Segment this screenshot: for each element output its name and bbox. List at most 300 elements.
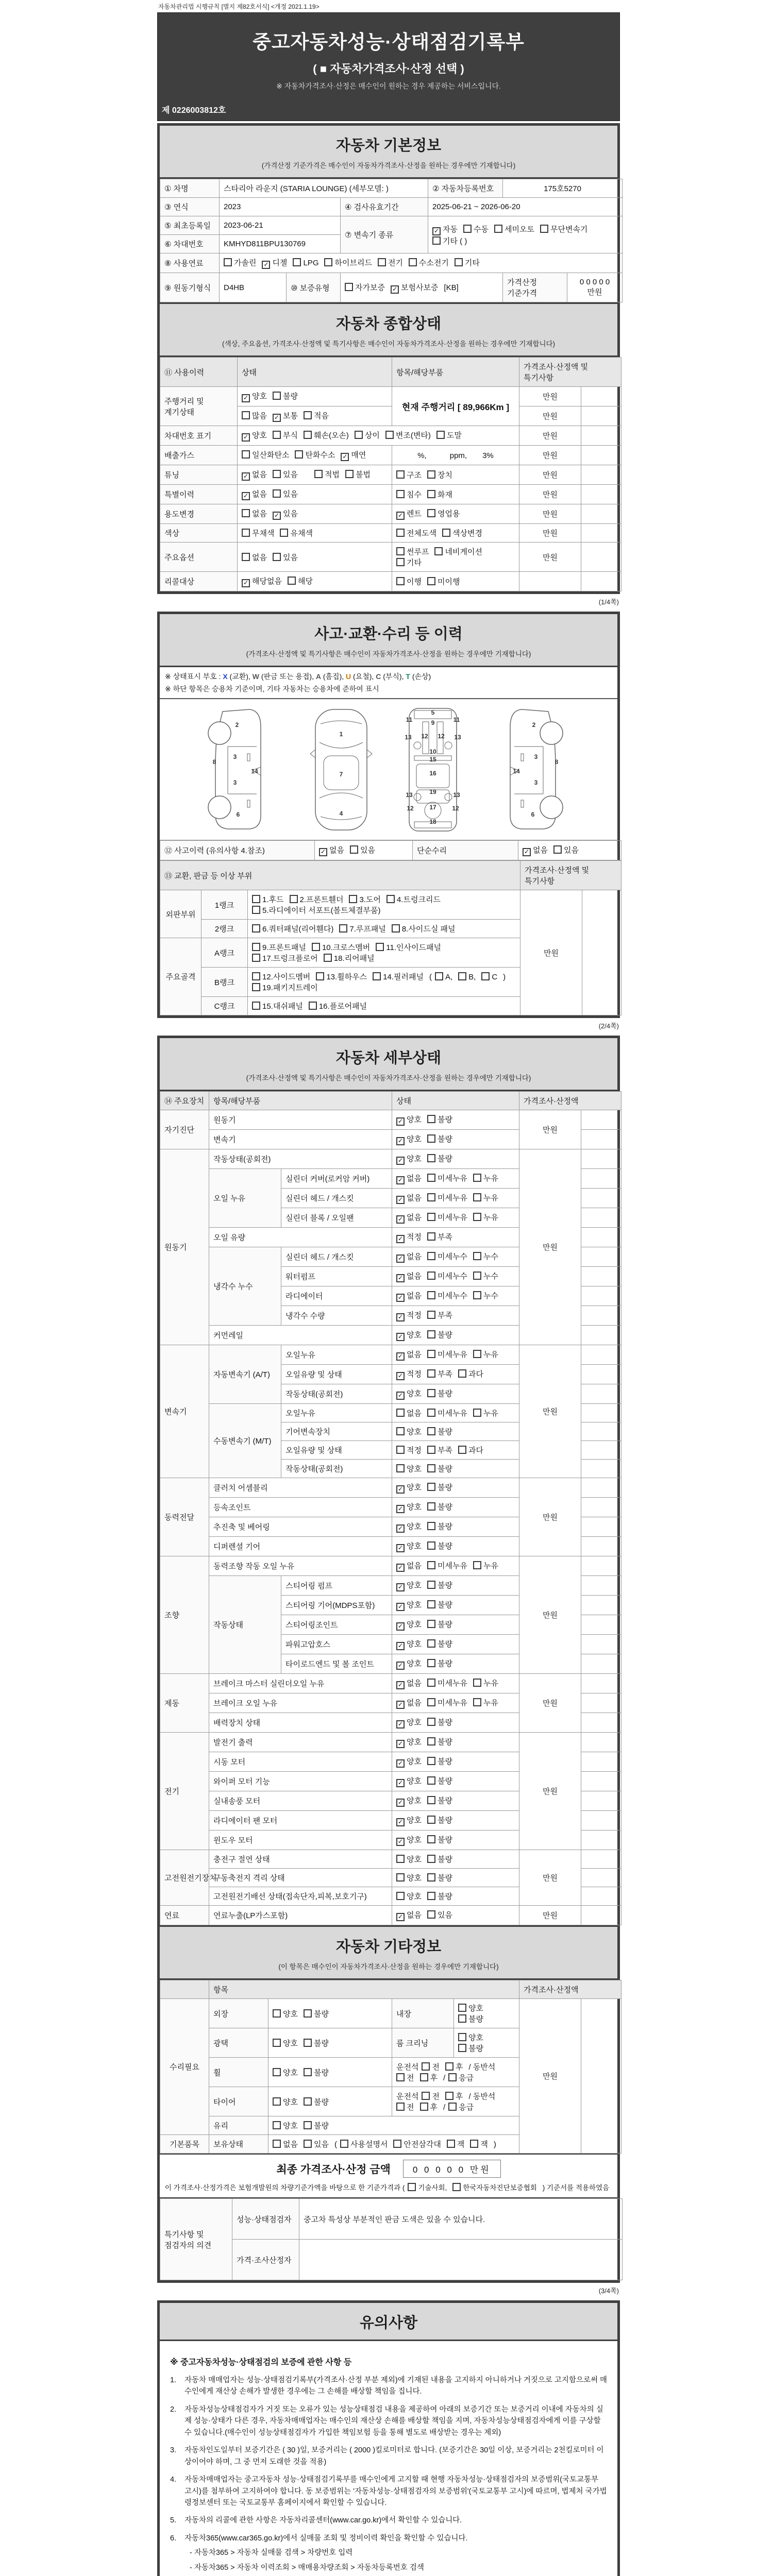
checkbox-있음[interactable] xyxy=(350,845,358,854)
odometer-status-item xyxy=(242,410,267,421)
checkbox-불량[interactable] xyxy=(304,2121,312,2129)
checkbox-미세누유[interactable] xyxy=(427,1193,435,1201)
checkbox-과다[interactable] xyxy=(458,1369,466,1378)
checkbox-label: 없음 xyxy=(407,1562,422,1570)
checkbox-보험사보증[interactable]: ✓ xyxy=(391,285,399,294)
checkbox-불량[interactable] xyxy=(427,1581,435,1589)
checkbox-label: 매연 xyxy=(351,451,366,460)
car-name-value: 스타리아 라운지 (STARIA LOUNGE) (세부모델: ) xyxy=(220,179,428,198)
checkbox-없음[interactable] xyxy=(273,2140,281,2148)
item-status-item xyxy=(396,1231,422,1243)
remarks-cell xyxy=(581,1365,621,1384)
checkbox-영업용[interactable] xyxy=(427,509,435,517)
checkbox-불량[interactable] xyxy=(458,2044,466,2052)
tuning-status-item xyxy=(273,469,298,480)
col-major-device: ⑭ 주요장치 xyxy=(160,1092,209,1110)
checkbox-없음[interactable]: ✓ xyxy=(242,492,250,500)
rank-items-B랭크 xyxy=(248,968,520,997)
checkbox-C[interactable] xyxy=(481,972,490,980)
checkbox-양호[interactable]: ✓ xyxy=(396,1720,405,1728)
checkbox-양호[interactable] xyxy=(396,1855,405,1863)
subgroup-자동변속기 (A/T): 자동변속기 (A/T) xyxy=(209,1345,281,1404)
checkbox-불량[interactable] xyxy=(427,1389,435,1397)
checkbox-없음[interactable]: ✓ xyxy=(396,1215,405,1224)
checkbox-15.대쉬패널[interactable] xyxy=(252,1002,260,1010)
checkbox-없음[interactable]: ✓ xyxy=(396,1681,405,1689)
tr xyxy=(160,1556,621,1576)
checkbox-없음[interactable]: ✓ xyxy=(396,1274,405,1282)
checkbox-색상변경[interactable] xyxy=(442,529,450,537)
accident-history-table xyxy=(160,840,617,860)
checkbox-양호[interactable]: ✓ xyxy=(396,1622,405,1631)
checkbox-미세누유[interactable] xyxy=(427,1213,435,1221)
price-cell: 만원 xyxy=(519,406,581,426)
checkbox-상이[interactable] xyxy=(355,431,363,439)
item-status-item xyxy=(396,1834,422,1846)
checkbox-응급[interactable] xyxy=(448,2073,457,2081)
view-top xyxy=(310,709,372,830)
checkbox-없음[interactable]: ✓ xyxy=(242,472,250,481)
page-mark-1: (1/4쪽) xyxy=(598,598,619,606)
checkbox-불량[interactable] xyxy=(427,1134,435,1143)
checkbox-전기[interactable] xyxy=(378,258,386,266)
tr xyxy=(160,504,621,524)
checkbox-기타[interactable] xyxy=(396,558,405,566)
checkbox-누수[interactable] xyxy=(473,1291,481,1299)
checkbox-없음[interactable]: ✓ xyxy=(396,1176,405,1184)
checkbox-불량[interactable] xyxy=(427,1464,435,1472)
detail-condition xyxy=(160,1091,621,1925)
item-status-item xyxy=(427,1133,452,1144)
checkbox-일산화탄소[interactable] xyxy=(242,450,250,459)
item-status-item xyxy=(396,1349,422,1361)
checkbox-누수[interactable] xyxy=(473,1272,481,1280)
checkbox-적법[interactable] xyxy=(314,470,323,478)
checkbox-불량[interactable] xyxy=(427,1620,435,1628)
checkbox-미세누수[interactable] xyxy=(427,1291,435,1299)
checkbox-양호[interactable] xyxy=(396,1464,405,1472)
checkbox-후[interactable] xyxy=(445,2092,453,2100)
usage-change-detail-item xyxy=(396,508,422,520)
checkbox-사용설명서[interactable] xyxy=(340,2140,348,2148)
checkbox-누수[interactable] xyxy=(473,1252,481,1260)
checkbox-없음[interactable]: ✓ xyxy=(396,1255,405,1263)
checkbox-A,[interactable] xyxy=(435,972,443,980)
device-연료: 연료 xyxy=(160,1906,209,1925)
checkbox-3.도어[interactable] xyxy=(349,895,357,903)
checkbox-label: 유채색 xyxy=(290,529,313,538)
rank-items-1랭크-item xyxy=(252,894,284,905)
checkbox-불량[interactable] xyxy=(427,1541,435,1550)
checkbox-매연[interactable]: ✓ xyxy=(341,453,349,461)
checkbox-있음[interactable] xyxy=(427,1910,435,1919)
checkbox-있음[interactable]: ✓ xyxy=(273,512,281,520)
checkbox-양호[interactable]: ✓ xyxy=(396,1137,405,1145)
checkbox-수소전기[interactable] xyxy=(409,258,417,266)
checkbox-없음[interactable]: ✓ xyxy=(396,1352,405,1361)
checkbox-많음[interactable] xyxy=(242,411,250,419)
final-price-strip xyxy=(160,2154,617,2181)
checkbox-양호[interactable] xyxy=(273,2121,281,2129)
checkbox-해당[interactable] xyxy=(288,577,296,585)
checkbox-양호[interactable]: ✓ xyxy=(396,1603,405,1611)
checkbox-양호[interactable] xyxy=(396,1873,405,1882)
checkbox-불량[interactable] xyxy=(427,1855,435,1863)
checkbox-양호[interactable] xyxy=(396,1892,405,1900)
transmission-options-item xyxy=(432,224,458,235)
checkbox-세미오토[interactable] xyxy=(494,225,502,233)
checkbox-불량[interactable] xyxy=(427,1115,435,1123)
remarks-cell xyxy=(581,1693,621,1713)
checkbox-미세누유[interactable] xyxy=(427,1350,435,1358)
checkbox-불량[interactable] xyxy=(427,1483,435,1491)
special-history-status-item xyxy=(273,488,298,499)
panel-number-5: 5 xyxy=(431,709,435,716)
checkbox-양호[interactable]: ✓ xyxy=(396,1759,405,1768)
item-status-item xyxy=(396,1270,422,1282)
checkbox-불량[interactable] xyxy=(458,2014,466,2023)
item-status xyxy=(392,1733,519,1752)
checkbox-미이행[interactable] xyxy=(427,577,435,585)
checkbox-있음[interactable] xyxy=(273,470,281,478)
checkbox-침수[interactable] xyxy=(396,490,405,498)
checkbox-없음[interactable]: ✓ xyxy=(319,848,327,856)
checkbox-전체도색[interactable] xyxy=(396,529,405,537)
checkbox-불량[interactable] xyxy=(427,1718,435,1726)
checkbox-불량[interactable] xyxy=(427,1757,435,1765)
checkbox-부족[interactable] xyxy=(427,1232,435,1241)
checkbox-후[interactable] xyxy=(445,2062,453,2071)
checkbox-불량[interactable] xyxy=(273,392,281,400)
checkbox-없음[interactable]: ✓ xyxy=(396,1294,405,1302)
checkbox-이행[interactable] xyxy=(396,577,405,585)
checkbox-적음[interactable] xyxy=(304,411,312,419)
price-cell: 만원 xyxy=(519,1674,581,1733)
checkbox-양호[interactable]: ✓ xyxy=(396,1392,405,1400)
checkbox-양호[interactable] xyxy=(396,1427,405,1435)
checkbox-없음[interactable]: ✓ xyxy=(396,1196,405,1204)
checkbox-불량[interactable] xyxy=(427,1873,435,1882)
checkbox-양호[interactable] xyxy=(273,2009,281,2018)
checkbox-불량[interactable] xyxy=(427,1737,435,1745)
checkbox-label: 18.리어패널 xyxy=(333,954,375,963)
checkbox-불량[interactable] xyxy=(427,1522,435,1530)
checkbox-양호[interactable]: ✓ xyxy=(396,1583,405,1591)
checkbox-미세누유[interactable] xyxy=(427,1698,435,1706)
checkbox-잭[interactable] xyxy=(470,2140,478,2148)
checkbox-전[interactable] xyxy=(422,2062,430,2071)
checkbox-label: 7.루프패널 xyxy=(349,925,386,934)
note-타이어-item xyxy=(396,2102,414,2112)
checkbox-불량[interactable] xyxy=(427,1776,435,1785)
checkbox-양호[interactable]: ✓ xyxy=(396,1117,405,1126)
checkbox-양호[interactable]: ✓ xyxy=(396,1799,405,1807)
checkbox-양호[interactable]: ✓ xyxy=(396,1505,405,1513)
checkbox-미세누유[interactable] xyxy=(427,1679,435,1687)
checkbox-불량[interactable] xyxy=(304,2039,312,2047)
item-status-item xyxy=(396,1153,422,1165)
item-status xyxy=(392,1384,519,1404)
checkbox-양호[interactable]: ✓ xyxy=(242,433,250,442)
options-status-item xyxy=(242,552,267,563)
checkbox-불량[interactable] xyxy=(427,1816,435,1824)
checkbox-label: 부족 xyxy=(438,1233,452,1242)
checkbox-화재[interactable] xyxy=(427,490,435,498)
checkbox-1.후드[interactable] xyxy=(252,895,260,903)
checkbox-누유[interactable] xyxy=(473,1679,481,1687)
checkbox-하이브리드[interactable] xyxy=(324,258,332,266)
checkbox-전[interactable] xyxy=(422,2092,430,2100)
checkbox-양호[interactable]: ✓ xyxy=(396,1662,405,1670)
item-status-item xyxy=(396,1756,422,1768)
checkbox-탄화수소[interactable] xyxy=(295,450,303,459)
checkbox-label: 양호 xyxy=(407,1483,422,1492)
accident-history-status xyxy=(315,841,413,860)
transmission-options xyxy=(428,216,623,253)
checkbox-양호[interactable] xyxy=(273,2097,281,2106)
checkbox-네비게이션[interactable] xyxy=(434,547,443,555)
damage-code-desc: (교환), xyxy=(227,672,253,681)
checkbox-불량[interactable] xyxy=(427,1600,435,1608)
checkbox-label: 양호 xyxy=(407,1115,422,1124)
checkbox-7.루프패널[interactable] xyxy=(339,924,347,933)
checkbox-있음[interactable] xyxy=(273,553,281,561)
checkbox-적정[interactable]: ✓ xyxy=(396,1313,405,1321)
checkbox-부족[interactable] xyxy=(427,1369,435,1378)
checkbox-양호[interactable]: ✓ xyxy=(242,394,250,402)
checkbox-잭[interactable] xyxy=(447,2140,455,2148)
checkbox-17.트렁크플로어[interactable] xyxy=(252,954,260,962)
item-status xyxy=(392,1404,519,1422)
item-label: 워터펌프 xyxy=(281,1267,392,1286)
checkbox-변조(변타)[interactable] xyxy=(385,431,394,439)
checkbox-누유[interactable] xyxy=(473,1350,481,1358)
checkbox-label: 양호 xyxy=(407,1797,422,1805)
checkbox-전[interactable] xyxy=(396,2073,405,2081)
checkbox-구조[interactable] xyxy=(396,470,405,479)
checkbox-없음[interactable] xyxy=(242,509,250,517)
checkbox-없음[interactable] xyxy=(242,553,250,561)
checkbox-양호[interactable] xyxy=(458,2004,466,2012)
checkbox-미세누유[interactable] xyxy=(427,1561,435,1569)
checkbox-적정[interactable] xyxy=(396,1446,405,1454)
checkbox-양호[interactable]: ✓ xyxy=(396,1157,405,1165)
checkbox-양호[interactable]: ✓ xyxy=(396,1740,405,1748)
checkbox-미세누유[interactable] xyxy=(427,1409,435,1417)
checkbox-불량[interactable] xyxy=(427,1154,435,1162)
item-label: 스티어링조인트 xyxy=(281,1615,392,1635)
checkbox-불량[interactable] xyxy=(304,2068,312,2076)
checkbox-label: 적정 xyxy=(407,1370,422,1379)
checkbox-있음[interactable] xyxy=(304,2140,312,2148)
checkbox-미세누수[interactable] xyxy=(427,1252,435,1260)
rank-items-B랭크-text: ) xyxy=(503,973,506,981)
legend-prefix: ※ 상태표시 부호 : xyxy=(165,672,223,681)
checkbox-렌트[interactable]: ✓ xyxy=(396,512,405,520)
checkbox-유채색[interactable] xyxy=(280,529,288,537)
checkbox-양호[interactable]: ✓ xyxy=(396,1779,405,1787)
checkbox-없음[interactable] xyxy=(396,1409,405,1417)
checkbox-label: 침수 xyxy=(407,490,422,499)
checkbox-부족[interactable] xyxy=(427,1446,435,1454)
holding-status-text: ( xyxy=(334,2140,337,2149)
checkbox-label: 있음 xyxy=(438,1911,452,1920)
checkbox-양호[interactable]: ✓ xyxy=(396,1524,405,1533)
checkbox-수동[interactable] xyxy=(463,225,472,233)
checkbox-불량[interactable] xyxy=(427,1659,435,1667)
checkbox-6.쿼터패널(리어휀다)[interactable] xyxy=(252,924,260,933)
checkbox-양호[interactable] xyxy=(273,2068,281,2076)
checkbox-10.크로스멤버[interactable] xyxy=(312,943,320,951)
checkbox-불량[interactable] xyxy=(304,2009,312,2018)
checkbox-16.플로어패널[interactable] xyxy=(309,1002,317,1010)
checkbox-label: 없음 xyxy=(252,490,267,499)
checkbox-썬루프[interactable] xyxy=(396,547,405,555)
item-status-item xyxy=(427,1560,467,1571)
checkbox-label: 미세누수 xyxy=(438,1252,467,1261)
checkbox-없음[interactable]: ✓ xyxy=(396,1701,405,1709)
item-label: 스티어링 기어(MDPS포함) xyxy=(281,1596,392,1615)
checkbox-기술사회,[interactable] xyxy=(408,2183,416,2191)
checkbox-12.사이드멤버[interactable] xyxy=(252,972,260,980)
checkbox-전[interactable] xyxy=(396,2103,405,2111)
item-status xyxy=(392,1906,519,1925)
checkbox-디젤[interactable]: ✓ xyxy=(262,261,270,269)
checkbox-label: 훼손(오손) xyxy=(313,431,349,440)
checkbox-누유[interactable] xyxy=(473,1698,481,1706)
checkbox-불량[interactable] xyxy=(427,1892,435,1900)
checkbox-양호[interactable]: ✓ xyxy=(396,1818,405,1826)
checkbox-미세누수[interactable] xyxy=(427,1272,435,1280)
checkbox-자동[interactable]: ✓ xyxy=(432,227,441,235)
status-외장-item xyxy=(273,2008,298,2019)
checkbox-4.트렁크리드[interactable] xyxy=(386,895,395,903)
checkbox-적정[interactable]: ✓ xyxy=(396,1235,405,1243)
price-cell: 만원 xyxy=(519,543,581,572)
checkbox-13.휠하우스[interactable] xyxy=(316,972,324,980)
item-status-item xyxy=(396,1173,422,1184)
vin-mark-status-item xyxy=(355,430,380,440)
checkbox-부식[interactable] xyxy=(273,431,281,439)
checkbox-18.리어패널[interactable] xyxy=(324,954,332,962)
checkbox-label: 탄화수소 xyxy=(305,451,335,460)
checkbox-있음[interactable] xyxy=(553,845,562,854)
checkbox-없음[interactable]: ✓ xyxy=(523,848,531,856)
checkbox-label: 양호 xyxy=(407,1718,422,1727)
checkbox-불량[interactable] xyxy=(427,1835,435,1843)
checkbox-누유[interactable] xyxy=(473,1561,481,1569)
checkbox-누유[interactable] xyxy=(473,1193,481,1201)
item-status xyxy=(392,1713,519,1733)
checkbox-label: 누유 xyxy=(483,1562,498,1570)
rank-items-1랭크-item xyxy=(252,905,381,916)
remarks-cell xyxy=(581,1906,621,1925)
checkbox-불법[interactable] xyxy=(345,470,354,478)
item-status-item xyxy=(427,1854,452,1865)
checkbox-불량[interactable] xyxy=(427,1639,435,1648)
checkbox-B,[interactable] xyxy=(458,972,466,980)
item-status-item xyxy=(427,1231,452,1242)
checkbox-적정[interactable]: ✓ xyxy=(396,1372,405,1380)
checkbox-보통[interactable]: ✓ xyxy=(273,414,281,422)
checkbox-양호[interactable] xyxy=(273,2039,281,2047)
checkbox-14.필러패널[interactable] xyxy=(373,972,381,980)
checkbox-응급[interactable] xyxy=(448,2103,457,2111)
checkbox-불량[interactable] xyxy=(304,2097,312,2106)
checkbox-부족[interactable] xyxy=(427,1311,435,1319)
item-label: 구동축전지 격리 상태 xyxy=(209,1869,392,1887)
checkbox-11.인사이드패널[interactable] xyxy=(376,943,384,951)
checkbox-양호[interactable]: ✓ xyxy=(396,1544,405,1552)
checkbox-2.프론트휀더[interactable] xyxy=(290,895,298,903)
checkbox-미세누유[interactable] xyxy=(427,1174,435,1182)
checkbox-무채색[interactable] xyxy=(242,529,250,537)
checkbox-누유[interactable] xyxy=(473,1174,481,1182)
checkbox-기타[interactable] xyxy=(455,258,463,266)
checkbox-label: 양호 xyxy=(283,2122,298,2130)
checkbox-9.프론트패널[interactable] xyxy=(252,943,260,951)
checkbox-없음[interactable]: ✓ xyxy=(396,1913,405,1921)
checkbox-8.사이드실 패널[interactable] xyxy=(392,924,400,933)
checkbox-과다[interactable] xyxy=(458,1446,466,1454)
checkbox-누유[interactable] xyxy=(473,1213,481,1221)
status-휠 xyxy=(268,2058,392,2087)
item-status xyxy=(392,1498,519,1517)
checkbox-후[interactable] xyxy=(420,2073,428,2081)
checkbox-장치[interactable] xyxy=(427,470,435,479)
item-label: 브레이크 마스터 실린더오일 누유 xyxy=(209,1674,392,1693)
checkbox-label: 렌트 xyxy=(407,510,422,518)
checkbox-가솔린[interactable] xyxy=(224,258,232,266)
checkbox-불량[interactable] xyxy=(427,1796,435,1804)
checkbox-누유[interactable] xyxy=(473,1409,481,1417)
checkbox-한국자동차진단보증협회[interactable] xyxy=(452,2183,461,2191)
section-etc-title: 자동차 기타정보 xyxy=(335,1939,442,1955)
color-status-item xyxy=(280,528,312,538)
checkbox-LPG[interactable] xyxy=(293,258,301,266)
checkbox-5.라디에이터 서포트(볼트체결부품)[interactable] xyxy=(252,906,260,914)
checkbox-label: 누유 xyxy=(483,1350,498,1359)
item-label: 라디에이터 xyxy=(281,1286,392,1306)
color-status xyxy=(238,524,392,543)
device-원동기: 원동기 xyxy=(160,1149,209,1345)
checkbox-양호[interactable]: ✓ xyxy=(396,1333,405,1341)
col-price-remarks: 가격조사·산정액 및 특기사항 xyxy=(519,358,621,387)
checkbox-불량[interactable] xyxy=(427,1427,435,1435)
checkbox-있음[interactable] xyxy=(273,489,281,498)
checkbox-기타 ( )[interactable] xyxy=(432,236,441,245)
checkbox-양호[interactable]: ✓ xyxy=(396,1642,405,1650)
checkbox-안전삼각대[interactable] xyxy=(393,2140,401,2148)
warranty-options xyxy=(341,273,503,302)
checkbox-불량[interactable] xyxy=(427,1330,435,1338)
checkbox-label: 수동 xyxy=(474,225,489,234)
checkbox-19.패키지트레이[interactable] xyxy=(252,983,260,991)
checkbox-label: 불량 xyxy=(313,2039,329,2048)
checkbox-양호[interactable]: ✓ xyxy=(396,1838,405,1846)
checkbox-불량[interactable] xyxy=(427,1502,435,1511)
checkbox-무단변속기[interactable] xyxy=(540,225,548,233)
simple-repair-status xyxy=(518,841,621,860)
checkbox-훼손(오손)[interactable] xyxy=(304,431,312,439)
checkbox-해당없음[interactable]: ✓ xyxy=(242,579,250,587)
checkbox-양호[interactable] xyxy=(458,2033,466,2041)
checkbox-자가보증[interactable] xyxy=(345,283,353,291)
checkbox-없음[interactable]: ✓ xyxy=(396,1564,405,1572)
checkbox-도말[interactable] xyxy=(436,431,445,439)
checkbox-양호[interactable]: ✓ xyxy=(396,1485,405,1494)
checkbox-후[interactable] xyxy=(420,2103,428,2111)
